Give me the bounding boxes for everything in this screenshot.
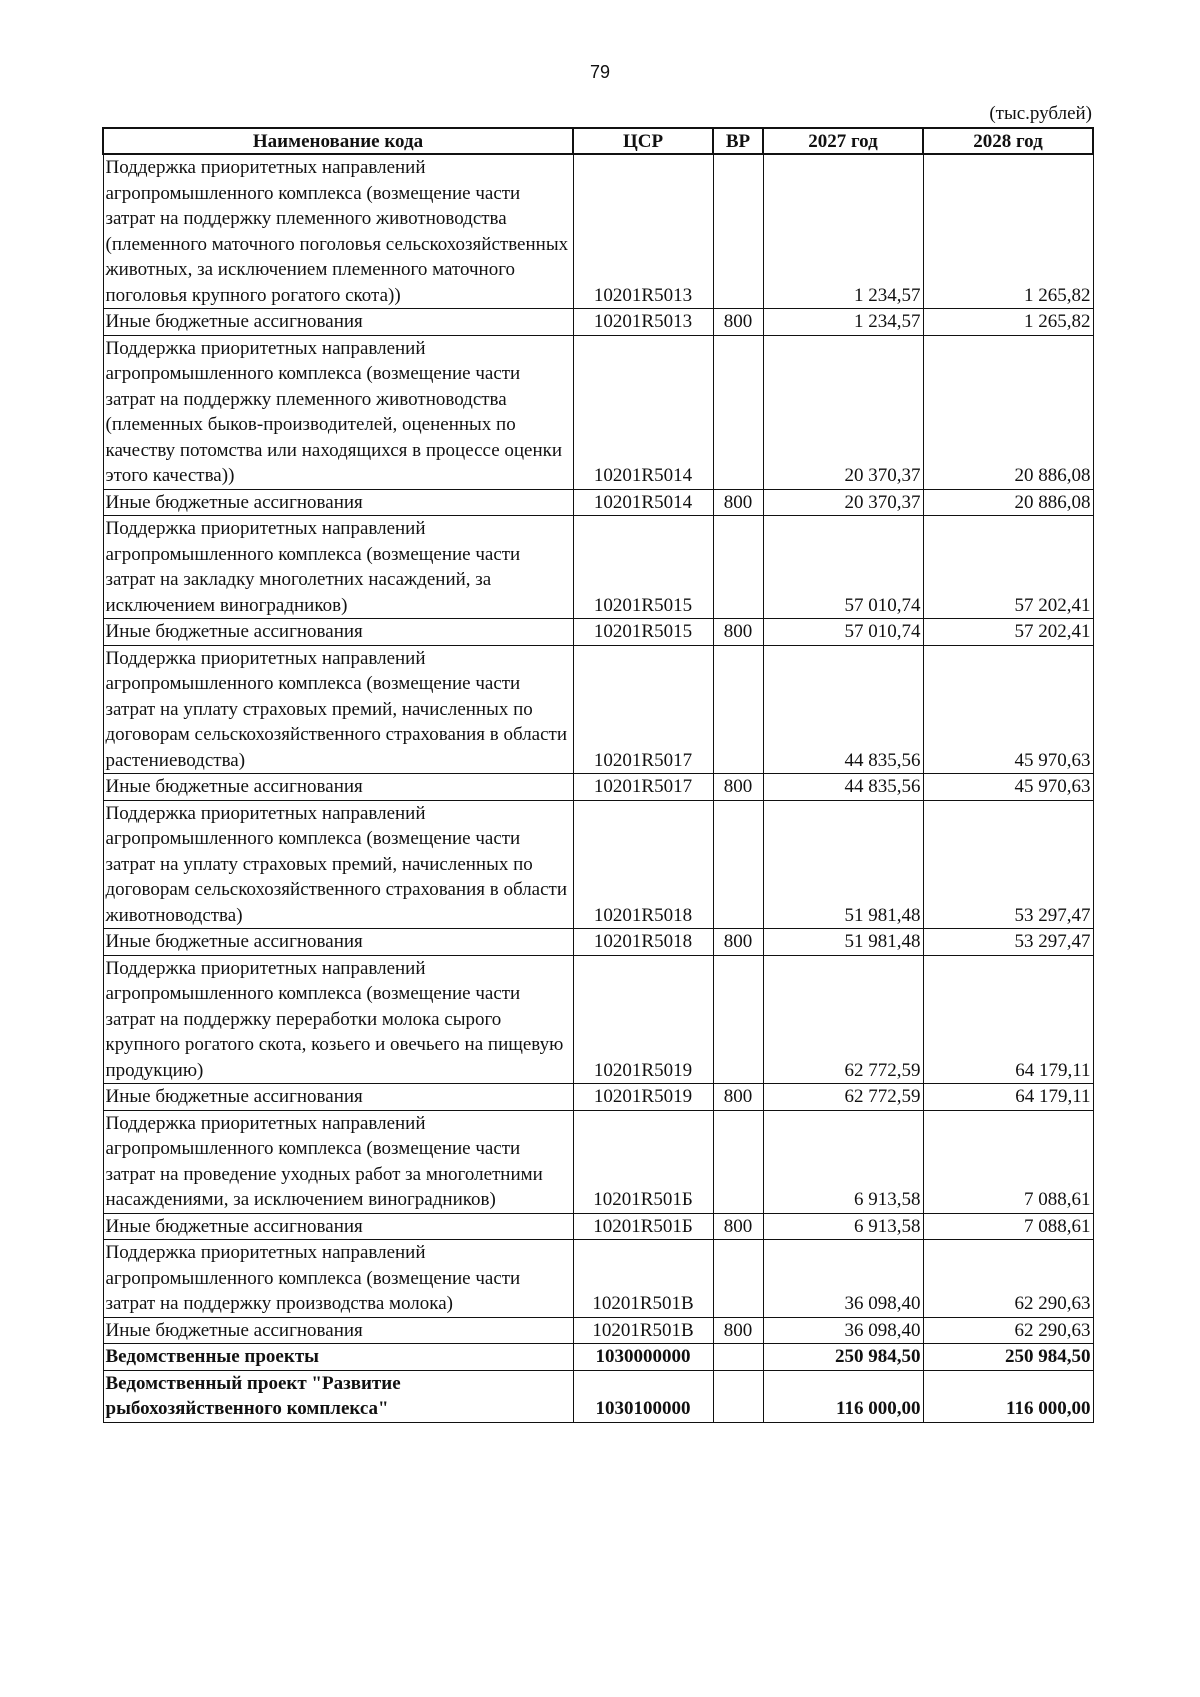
cell-csr: 10201R5014 (573, 489, 713, 516)
cell-name: Поддержка приоритетных направлений агропромышленного комплекса (возмещение части затрат на проведение уходных работ за многолетними насаждениями, за исключением виноградников) (103, 1110, 573, 1213)
table-row (103, 1370, 1093, 1422)
table-row (103, 1344, 1093, 1371)
cell-2028: 1 265,82 (923, 154, 1093, 309)
cell-2027: 250 984,50 (763, 1344, 923, 1371)
cell-name: Поддержка приоритетных направлений агропромышленного комплекса (возмещение части затрат на закладку многолетних насаждений, за исключением виноградников) (103, 516, 573, 619)
table-row (103, 1084, 1093, 1111)
table-row (103, 1317, 1093, 1344)
cell-name: Иные бюджетные ассигнования (103, 619, 573, 646)
table-row (103, 516, 1093, 619)
cell-2028: 7 088,61 (923, 1213, 1093, 1240)
cell-name: Иные бюджетные ассигнования (103, 1084, 573, 1111)
cell-csr: 10201R5014 (573, 335, 713, 489)
cell-2027: 62 772,59 (763, 1084, 923, 1111)
cell-csr: 10201R5013 (573, 154, 713, 309)
cell-2027: 1 234,57 (763, 154, 923, 309)
header-name: Наименование кода (103, 128, 573, 154)
table-row (103, 955, 1093, 1084)
cell-name: Иные бюджетные ассигнования (103, 1213, 573, 1240)
cell-2027: 57 010,74 (763, 516, 923, 619)
cell-csr: 10201R5018 (573, 929, 713, 956)
cell-2027: 116 000,00 (763, 1370, 923, 1422)
cell-2027: 51 981,48 (763, 929, 923, 956)
table-row (103, 489, 1093, 516)
cell-vr: 800 (713, 309, 763, 336)
cell-name: Поддержка приоритетных направлений агропромышленного комплекса (возмещение части затрат на поддержку племенного животноводства (племенного маточного поголовья сельскохозяйственных животных, за исключением племенного маточного поголовья крупного рогатого скота)) (103, 154, 573, 309)
table-row (103, 929, 1093, 956)
cell-csr: 10201R501Б (573, 1213, 713, 1240)
cell-csr: 10201R5018 (573, 800, 713, 929)
cell-2028: 116 000,00 (923, 1370, 1093, 1422)
cell-vr (713, 1370, 763, 1422)
cell-vr (713, 1344, 763, 1371)
cell-csr: 10201R501Б (573, 1110, 713, 1213)
cell-vr: 800 (713, 1317, 763, 1344)
units-label: (тыс.рублей) (989, 103, 1092, 124)
cell-vr: 800 (713, 1213, 763, 1240)
cell-2028: 62 290,63 (923, 1317, 1093, 1344)
cell-vr (713, 955, 763, 1084)
cell-vr: 800 (713, 619, 763, 646)
table-row (103, 800, 1093, 929)
cell-csr: 10201R501В (573, 1240, 713, 1318)
cell-name: Ведомственные проекты (103, 1344, 573, 1371)
cell-csr: 10201R5017 (573, 645, 713, 774)
cell-2027: 62 772,59 (763, 955, 923, 1084)
cell-csr: 10201R5015 (573, 619, 713, 646)
cell-2027: 36 098,40 (763, 1317, 923, 1344)
cell-2028: 250 984,50 (923, 1344, 1093, 1371)
cell-2028: 1 265,82 (923, 309, 1093, 336)
table-row (103, 309, 1093, 336)
cell-name: Поддержка приоритетных направлений агропромышленного комплекса (возмещение части затрат на уплату страховых премий, начисленных по договорам сельскохозяйственного страхования в области животноводства) (103, 800, 573, 929)
cell-name: Иные бюджетные ассигнования (103, 1317, 573, 1344)
table-row (103, 645, 1093, 774)
cell-2028: 57 202,41 (923, 619, 1093, 646)
cell-2027: 20 370,37 (763, 335, 923, 489)
cell-name: Ведомственный проект "Развитие рыбохозяйственного комплекса" (103, 1370, 573, 1422)
header-2028: 2028 год (923, 128, 1093, 154)
table-body (103, 154, 1093, 1422)
table-row (103, 1110, 1093, 1213)
cell-2027: 36 098,40 (763, 1240, 923, 1318)
header-2027: 2027 год (763, 128, 923, 154)
cell-vr (713, 335, 763, 489)
cell-vr: 800 (713, 1084, 763, 1111)
table-row (103, 1213, 1093, 1240)
cell-name: Поддержка приоритетных направлений агропромышленного комплекса (возмещение части затрат на поддержку производства молока) (103, 1240, 573, 1318)
budget-table (102, 127, 1094, 1423)
cell-2027: 6 913,58 (763, 1110, 923, 1213)
cell-name: Иные бюджетные ассигнования (103, 489, 573, 516)
cell-2028: 20 886,08 (923, 489, 1093, 516)
cell-name: Иные бюджетные ассигнования (103, 309, 573, 336)
cell-2027: 51 981,48 (763, 800, 923, 929)
table-row (103, 1240, 1093, 1318)
table-header-row (103, 128, 1093, 154)
cell-vr (713, 1110, 763, 1213)
cell-2027: 6 913,58 (763, 1213, 923, 1240)
cell-csr: 10201R5015 (573, 516, 713, 619)
cell-2028: 64 179,11 (923, 955, 1093, 1084)
cell-2027: 1 234,57 (763, 309, 923, 336)
cell-2028: 62 290,63 (923, 1240, 1093, 1318)
cell-csr: 1030000000 (573, 1344, 713, 1371)
cell-vr (713, 645, 763, 774)
cell-csr: 10201R5019 (573, 1084, 713, 1111)
cell-csr: 1030100000 (573, 1370, 713, 1422)
cell-vr: 800 (713, 774, 763, 801)
cell-name: Поддержка приоритетных направлений агропромышленного комплекса (возмещение части затрат на уплату страховых премий, начисленных по договорам сельскохозяйственного страхования в области растениеводства) (103, 645, 573, 774)
cell-vr (713, 154, 763, 309)
cell-csr: 10201R5019 (573, 955, 713, 1084)
cell-2028: 20 886,08 (923, 335, 1093, 489)
cell-vr (713, 800, 763, 929)
header-csr: ЦСР (573, 128, 713, 154)
cell-vr: 800 (713, 489, 763, 516)
cell-2027: 44 835,56 (763, 645, 923, 774)
cell-name: Поддержка приоритетных направлений агропромышленного комплекса (возмещение части затрат на поддержку племенного животноводства (племенных быков-производителей, оцененных по качеству потомства или находящихся в процессе оценки этого качества)) (103, 335, 573, 489)
cell-2028: 53 297,47 (923, 800, 1093, 929)
cell-2028: 7 088,61 (923, 1110, 1093, 1213)
cell-vr (713, 1240, 763, 1318)
cell-vr: 800 (713, 929, 763, 956)
cell-2028: 45 970,63 (923, 774, 1093, 801)
cell-name: Поддержка приоритетных направлений агропромышленного комплекса (возмещение части затрат на поддержку переработки молока сырого крупного рогатого скота, козьего и овечьего на пищевую продукцию) (103, 955, 573, 1084)
cell-2028: 53 297,47 (923, 929, 1093, 956)
table-row (103, 335, 1093, 489)
cell-csr: 10201R5013 (573, 309, 713, 336)
cell-2027: 57 010,74 (763, 619, 923, 646)
cell-2028: 64 179,11 (923, 1084, 1093, 1111)
table-row (103, 619, 1093, 646)
cell-name: Иные бюджетные ассигнования (103, 774, 573, 801)
cell-csr: 10201R5017 (573, 774, 713, 801)
cell-name: Иные бюджетные ассигнования (103, 929, 573, 956)
cell-2028: 57 202,41 (923, 516, 1093, 619)
cell-vr (713, 516, 763, 619)
cell-2027: 44 835,56 (763, 774, 923, 801)
header-vr: ВР (713, 128, 763, 154)
cell-csr: 10201R501В (573, 1317, 713, 1344)
table-row (103, 774, 1093, 801)
table-row (103, 154, 1093, 309)
cell-2027: 20 370,37 (763, 489, 923, 516)
cell-2028: 45 970,63 (923, 645, 1093, 774)
page-number: 79 (589, 62, 611, 82)
